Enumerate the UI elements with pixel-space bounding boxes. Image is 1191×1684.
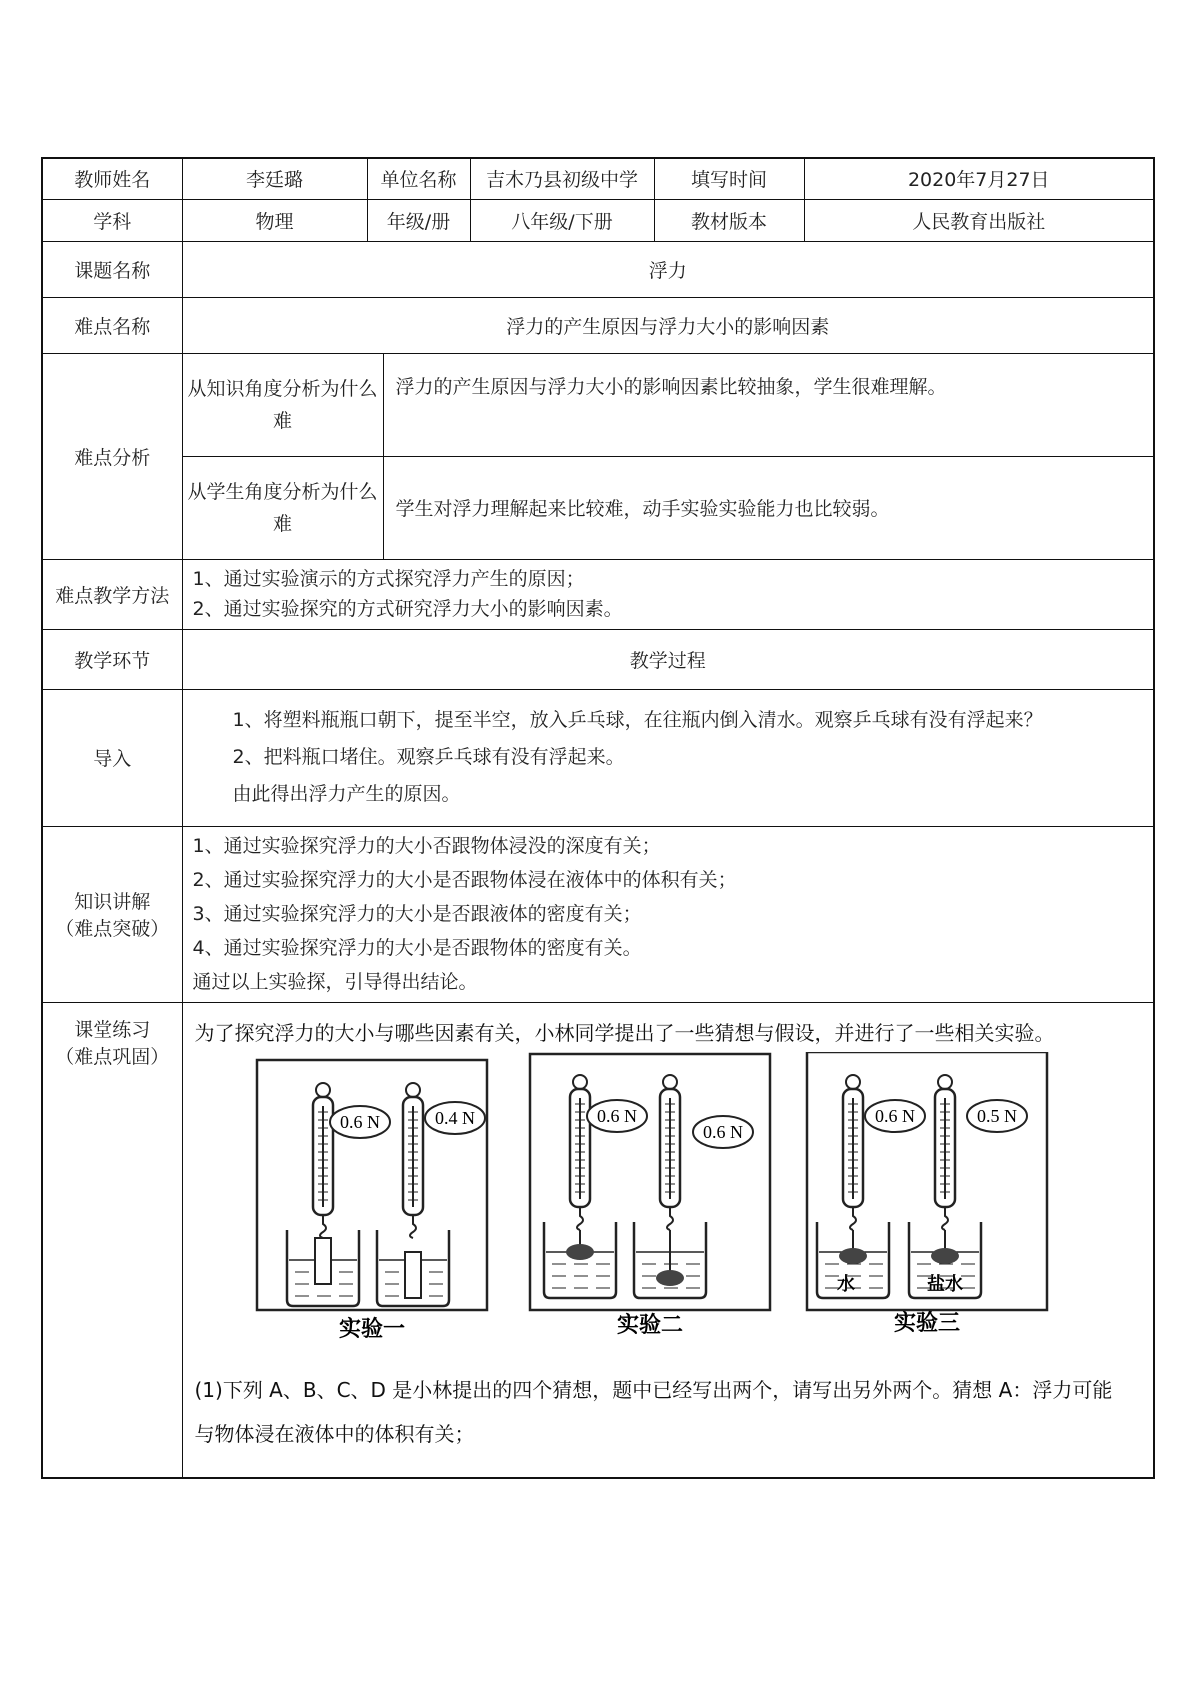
practice-question-line: (1)下列 A、B、C、D 是小林提出的四个猜想，题中已经写出两个，请写出另外两个。猜想 A：浮力可能	[194, 1377, 1113, 1402]
lecture-line: 2、通过实验探究浮力的大小是否跟物体浸在液体中的体积有关；	[192, 869, 737, 891]
date-value: 2020年7月27日	[804, 158, 1154, 199]
reading-value: 0.5 N	[976, 1105, 1017, 1126]
reading-value: 0.6 N	[702, 1121, 743, 1142]
stone-object	[839, 1248, 867, 1264]
stone-object	[656, 1270, 684, 1286]
method-content	[182, 559, 1154, 629]
stone-object	[566, 1244, 594, 1260]
reading-value: 0.4 N	[434, 1107, 475, 1128]
spring-scale	[660, 1075, 680, 1230]
lesson-plan	[41, 157, 1153, 1479]
unit-label: 单位名称	[367, 158, 470, 199]
intro-line: 1、将塑料瓶瓶口朝下，提至半空，放入乒乓球，在往瓶内倒入清水。观察乒乓球有没有浮起来？	[232, 709, 1043, 731]
intro-line: 由此得出浮力产生的原因。	[232, 783, 461, 805]
lecture-line: 4、通过实验探究浮力的大小是否跟物体的密度有关。	[192, 937, 642, 959]
topic-value: 浮力	[182, 241, 1154, 297]
edition-value: 人民教育出版社	[804, 199, 1154, 241]
lecture-label-line1: 知识讲解	[74, 891, 151, 913]
edition-label: 教材版本	[654, 199, 804, 241]
topic-label: 课题名称	[42, 241, 182, 297]
lecture-line: 3、通过实验探究浮力的大小是否跟液体的密度有关；	[192, 903, 642, 925]
method-label: 难点教学方法	[42, 559, 182, 629]
spring-scale	[570, 1075, 590, 1230]
lecture-label	[42, 826, 182, 1002]
practice-content	[182, 1002, 1154, 1478]
process-label: 教学环节	[42, 629, 182, 689]
difficulty-value: 浮力的产生原因与浮力大小的影响因素	[182, 297, 1154, 353]
practice-question	[195, 1368, 1144, 1456]
practice-label-line1: 课堂练习	[74, 1018, 151, 1041]
intro-label: 导入	[42, 689, 182, 826]
liquid-label: 水	[836, 1273, 855, 1295]
stone-object	[931, 1248, 959, 1264]
reading-value: 0.6 N	[596, 1105, 637, 1126]
intro-line: 2、把料瓶口堵住。观察乒乓球有没有浮起来。	[232, 746, 625, 768]
reading-value: 0.6 N	[339, 1111, 380, 1132]
reading-value: 0.6 N	[874, 1105, 915, 1126]
spring-scale	[313, 1083, 333, 1238]
experiment-caption: 实验一	[338, 1316, 405, 1342]
spring-scale	[935, 1075, 955, 1230]
analysis-label: 难点分析	[42, 353, 182, 559]
practice-label	[42, 1002, 182, 1478]
lecture-line: 1、通过实验探究浮力的大小否跟物体浸没的深度有关；	[192, 835, 661, 857]
spring-scale	[843, 1075, 863, 1230]
cylinder-object	[315, 1238, 331, 1284]
intro-content	[182, 689, 1154, 826]
cylinder-object	[405, 1252, 421, 1298]
lesson-plan-table	[41, 157, 1155, 1479]
practice-question-line: 与物体浸在液体中的体积有关；	[194, 1421, 475, 1446]
teacher-name: 李廷璐	[182, 158, 367, 199]
date-label: 填写时间	[654, 158, 804, 199]
practice-label-line2: （难点巩固）	[55, 1045, 170, 1068]
grade-value: 八年级/下册	[470, 199, 654, 241]
method-item: 2、通过实验探究的方式研究浮力大小的影响因素。	[192, 598, 623, 620]
practice-intro: 为了探究浮力的大小与哪些因素有关，小林同学提出了一些猜想与假设，并进行了一些相关实验。	[194, 1020, 1055, 1045]
unit-name: 吉木乃县初级中学	[470, 158, 654, 199]
teacher-label: 教师姓名	[42, 158, 182, 199]
subject-label: 学科	[42, 199, 182, 241]
lecture-content	[182, 826, 1154, 1002]
method-item: 1、通过实验演示的方式探究浮力产生的原因；	[192, 568, 585, 590]
experiment-caption: 实验二	[616, 1312, 683, 1338]
analysis-subtable	[183, 354, 1154, 559]
knowledge-reason-label: 从知识角度分析为什么难	[183, 354, 384, 457]
difficulty-label: 难点名称	[42, 297, 182, 353]
process-value: 教学过程	[182, 629, 1154, 689]
liquid-label: 盐水	[926, 1273, 963, 1295]
lecture-line: 通过以上实验探，引导得出结论。	[192, 971, 478, 993]
subject-value: 物理	[182, 199, 367, 241]
spring-scale	[403, 1083, 423, 1238]
experiment-caption: 实验三	[893, 1310, 960, 1336]
analysis-detail	[182, 353, 1154, 559]
experiment-figure	[255, 1052, 1105, 1342]
experiment-2-frame	[530, 1054, 770, 1310]
knowledge-reason-text: 浮力的产生原因与浮力大小的影响因素比较抽象，学生很难理解。	[395, 375, 947, 398]
lecture-label-line2: （难点突破）	[55, 918, 170, 940]
student-reason-label: 从学生角度分析为什么难	[183, 457, 384, 559]
student-reason-text: 学生对浮力理解起来比较难，动手实验实验能力也比较弱。	[383, 457, 1153, 559]
grade-label: 年级/册	[367, 199, 470, 241]
experiment-1-frame	[257, 1060, 487, 1310]
